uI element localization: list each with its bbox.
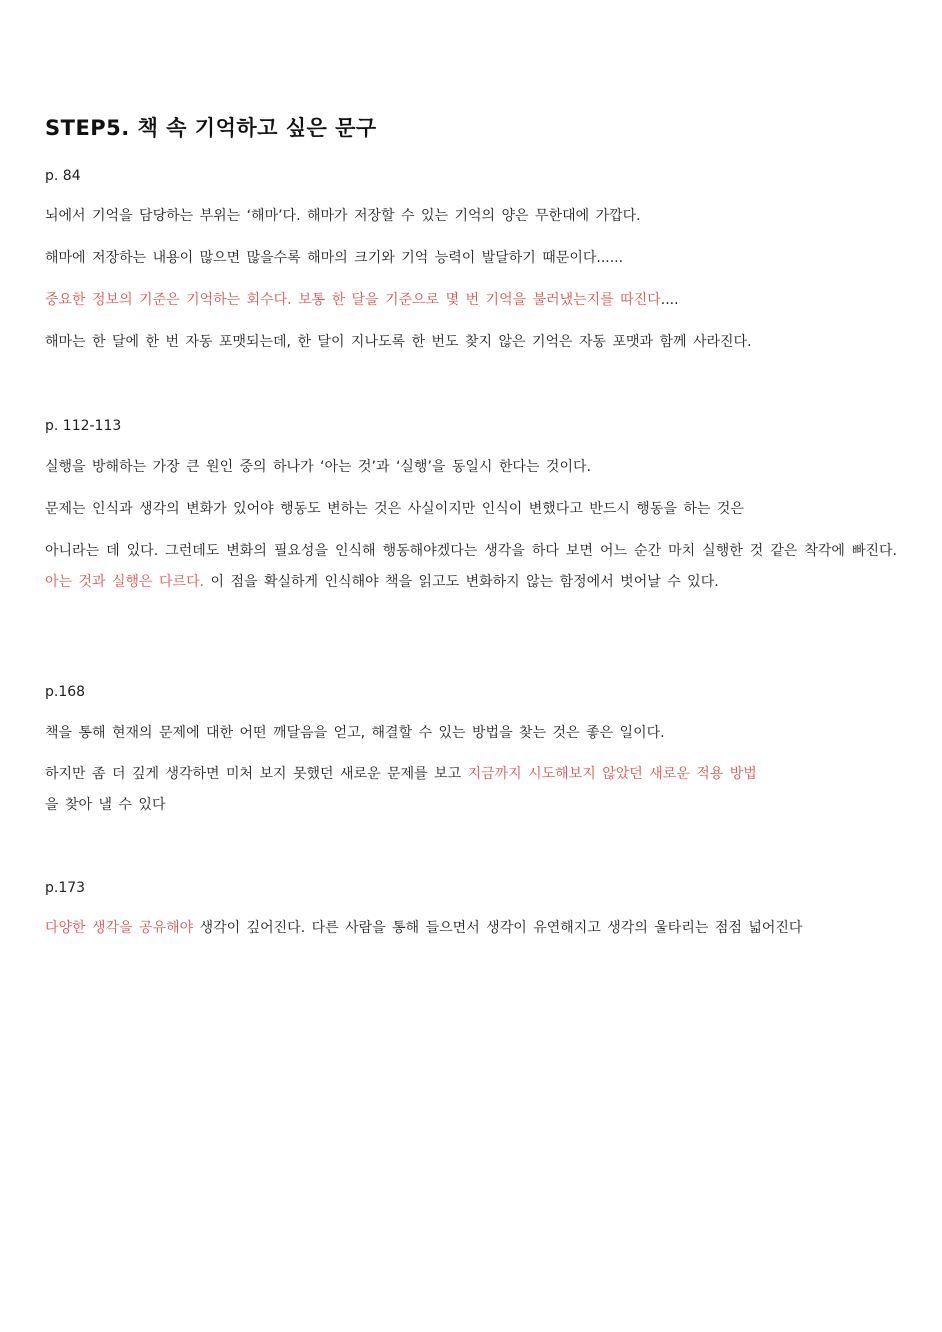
quote-line: 해마에 저장하는 내용이 많으면 많을수록 해마의 크기와 기억 능력이 발달하기 때문이다...... [45, 250, 624, 266]
quote-line: 문제는 인식과 생각의 변화가 있어야 행동도 변하는 것은 사실이지만 인식이 변했다고 반드시 행동을 하는 것은 [45, 501, 744, 517]
paragraph-text: 을 찾아 낼 수 있다 [45, 797, 166, 813]
quote-paragraph [45, 536, 897, 598]
quote-line: 뇌에서 기억을 담당하는 부위는 ‘해마’다. 해마가 저장할 수 있는 기억의 양은 무한대에 가깝다. [45, 208, 641, 224]
paragraph-text: 생각이 깊어진다. 다른 사람을 통해 들으면서 생각이 유연해지고 생각의 울타리는 점점 넓어진다 [193, 920, 803, 936]
paragraph-text: 하지만 좀 더 깊게 생각하면 미처 보지 못했던 새로운 문제를 보고 [45, 766, 468, 782]
ellipsis-text: .... [660, 292, 679, 308]
page-reference: p.168 [45, 684, 86, 700]
page-reference: p. 112-113 [45, 418, 122, 434]
quote-line: 책을 통해 현재의 문제에 대한 어떤 깨달음을 얻고, 해결할 수 있는 방법을 찾는 것은 좋은 일이다. [45, 725, 665, 741]
page-reference: p. 84 [45, 168, 81, 184]
page-title: STEP5. 책 속 기억하고 싶은 문구 [45, 116, 377, 140]
quote-line-highlighted [45, 285, 897, 316]
quote-paragraph [45, 759, 897, 821]
highlighted-text: 아는 것과 실행은 다르다. [45, 574, 205, 590]
highlighted-text: 지금까지 시도해보지 않았던 새로운 적용 방법 [467, 766, 757, 782]
quote-line: 해마는 한 달에 한 번 자동 포맷되는데, 한 달이 지나도록 한 번도 찾지 않은 기억은 자동 포맷과 함께 사라진다. [45, 334, 752, 350]
quote-line: 실행을 방해하는 가장 큰 원인 중의 하나가 ‘아는 것’과 ‘실행’을 동일시 한다는 것이다. [45, 459, 591, 475]
paragraph-text: 아니라는 데 있다. 그런데도 변화의 필요성을 인식해 행동해야겠다는 생각을 하다 보면 어느 순간 마치 실행한 것 같은 착각에 빠진다. [45, 543, 897, 559]
page-reference: p.173 [45, 880, 86, 896]
quote-paragraph [45, 913, 897, 944]
highlighted-text: 다양한 생각을 공유해야 [45, 920, 194, 936]
paragraph-text: 이 점을 확실하게 인식해야 책을 읽고도 변화하지 않는 함정에서 벗어날 수 있다. [204, 574, 719, 590]
highlighted-text: 중요한 정보의 기준은 기억하는 회수다. 보통 한 달을 기준으로 몇 번 기억을 불러냈는지를 따진다 [45, 292, 661, 308]
